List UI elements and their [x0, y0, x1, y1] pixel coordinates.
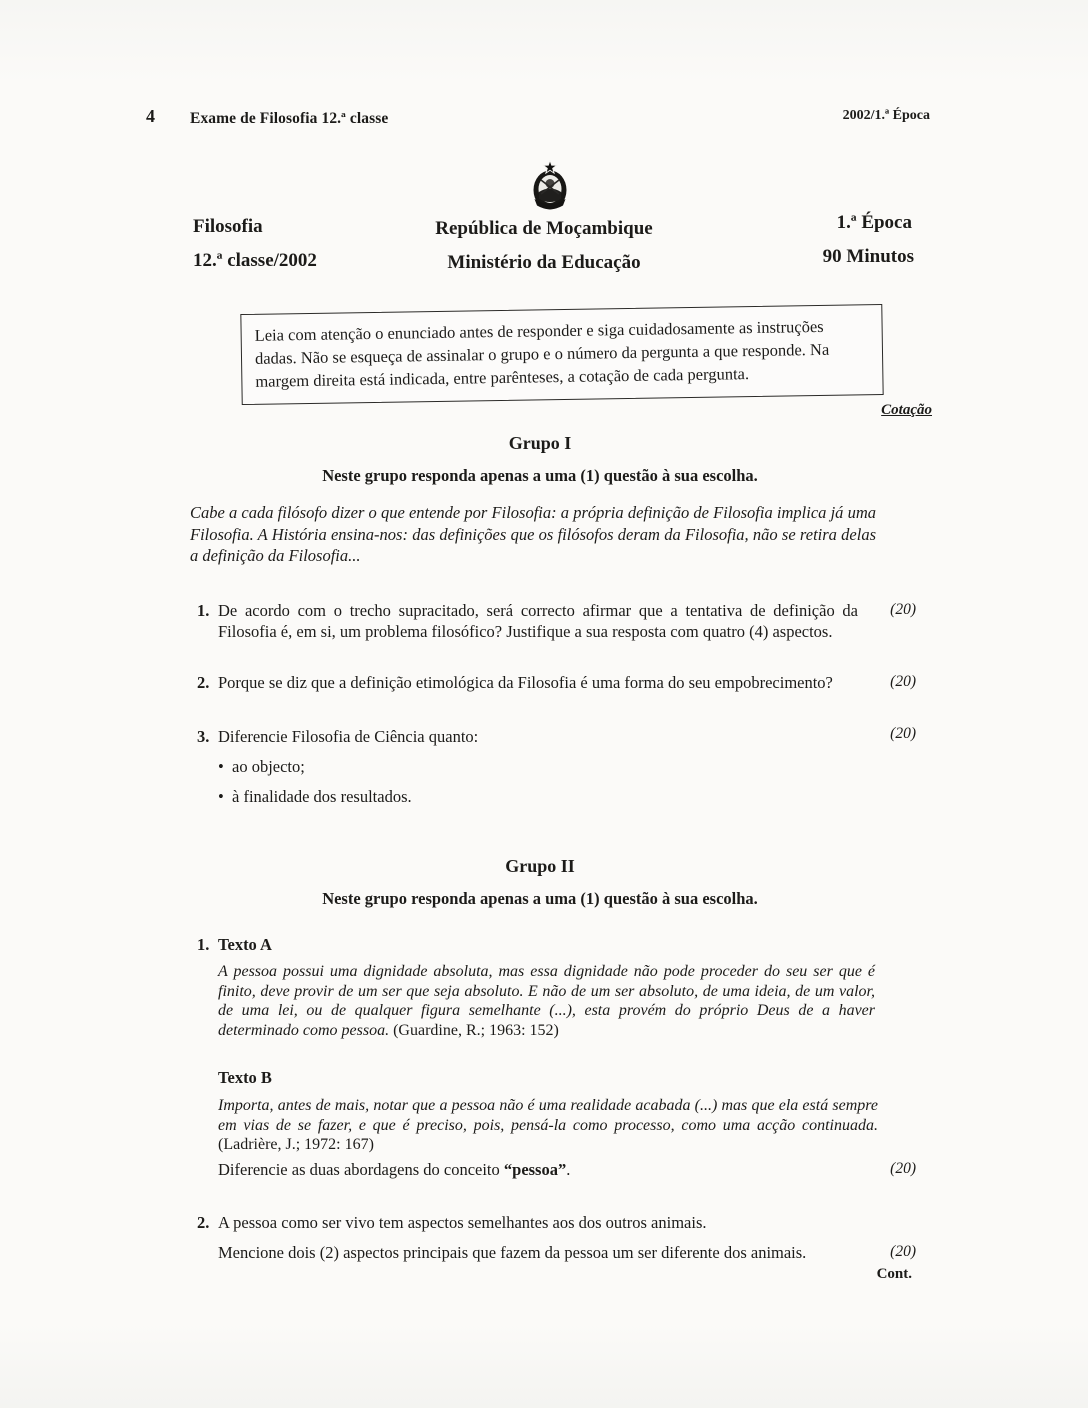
texto-a-paragraph	[218, 962, 875, 1040]
grupo1-epigraph: Cabe a cada filósofo dizer o que entende por Filosofia: a própria definição de Filosofia implica já uma Filosofia. A História ensina-nos: das definições que os filósofos deram da Filosofia, não se retira delas a definição da Filosofia...	[190, 503, 876, 565]
instructions-text: Leia com atenção o enunciado antes de responder e siga cuidadosamente as instruções dadas. Não se esqueça de assinalar o grupo e o número da pergunta a que responde. Na margem direita está indicada, entre parênteses, a cotação de cada pergunta.	[254, 316, 830, 391]
g2-q2-line2: Mencione dois (2) aspectos principais que fazem da pessoa um ser diferente dos animais.	[218, 1243, 807, 1262]
country-title: República de Moçambique	[435, 218, 653, 239]
duration-label: 90 Minutos	[822, 246, 914, 267]
g1-q2-text: Porque se diz que a definição etimológica da Filosofia é uma forma do seu empobrecimento?	[218, 673, 833, 692]
g2-q2-line1: A pessoa como ser vivo tem aspectos semelhantes aos dos outros animais.	[218, 1213, 707, 1232]
g1-q3-bullet-1-text: ao objecto;	[232, 757, 305, 776]
g1-q1-text: De acordo com o trecho supracitado, será correcto afirmar que a tentativa de definição da Filosofia é, em si, um problema filosófico? Justifique a sua resposta com quatro (4) aspectos.	[218, 601, 858, 641]
g2-q1-task-pre: Diferencie as duas abordagens do conceito	[218, 1160, 504, 1179]
grupo1-title: Grupo I	[508, 433, 572, 453]
cotacao-column-label: Cotação	[881, 402, 932, 418]
page-number: 4	[146, 106, 155, 126]
grupo2-subtitle: Neste grupo responda apenas a uma (1) questão à sua escolha.	[322, 889, 758, 908]
g1-q3-score: (20)	[890, 725, 916, 742]
texto-b-quote: Importa, antes de mais, notar que a pessoa não é uma realidade acabada (...) mas que ela está sempre em vias de se fazer, e que é preciso, pois, pensá-la como processo, como uma acção continuada.	[218, 1097, 878, 1134]
g2-q1-score: (20)	[890, 1160, 916, 1177]
g1-q3-number: 3.	[197, 727, 210, 746]
instructions-box	[240, 304, 883, 405]
texto-a-label: Texto A	[218, 935, 272, 954]
mozambique-coat-of-arms-icon	[526, 160, 574, 214]
epoca-label: 1.ª Época	[836, 212, 912, 233]
texto-a-quote: A pessoa possui uma dignidade absoluta, mas essa dignidade não pode proceder do seu ser que é finito, deve provir de um ser que seja absoluto. E não de um ser absoluto, de uma ideia, de um valor, de uma lei, ou de qualquer figura semelhante (...), esta provém do próprio Deus de a haver determinado como pessoa.	[218, 963, 875, 1039]
texto-b-citation: (Ladrière, J.; 1972: 167)	[218, 1136, 374, 1153]
bullet-icon: •	[218, 787, 224, 806]
g1-q3-bullet-2	[218, 787, 412, 807]
running-header-title: Exame de Filosofia 12.ª classe	[190, 110, 389, 127]
bullet-icon: •	[218, 757, 224, 776]
grupo2-title: Grupo II	[505, 856, 575, 876]
g1-q2-score: (20)	[890, 673, 916, 690]
g1-q1-score: (20)	[890, 601, 916, 618]
class-year: 12.ª classe/2002	[193, 250, 317, 271]
texto-b-paragraph	[218, 1096, 878, 1155]
g2-q1-number: 1.	[197, 935, 210, 954]
g2-q1-task-post: .	[566, 1160, 571, 1179]
g1-q3-bullet-1	[218, 757, 305, 777]
texto-a-citation: (Guardine, R.; 1963: 152)	[393, 1021, 559, 1039]
continuation-mark: Cont.	[876, 1266, 912, 1282]
running-header-edition: 2002/1.ª Época	[842, 108, 930, 123]
g2-q1-task	[218, 1160, 858, 1181]
ministry-title: Ministério da Educação	[447, 252, 641, 273]
g2-q2-number: 2.	[197, 1213, 210, 1232]
texto-b-label: Texto B	[218, 1068, 272, 1087]
subject-title: Filosofia	[193, 216, 263, 237]
g2-q2-score: (20)	[890, 1243, 916, 1260]
grupo1-subtitle: Neste grupo responda apenas a uma (1) questão à sua escolha.	[322, 466, 758, 485]
g1-q3-text: Diferencie Filosofia de Ciência quanto:	[218, 727, 479, 746]
g1-q1-number: 1.	[197, 601, 210, 620]
g1-q3-bullet-2-text: à finalidade dos resultados.	[232, 787, 412, 806]
g1-q2-number: 2.	[197, 673, 210, 692]
g2-q1-task-keyword: “pessoa”	[503, 1160, 567, 1179]
